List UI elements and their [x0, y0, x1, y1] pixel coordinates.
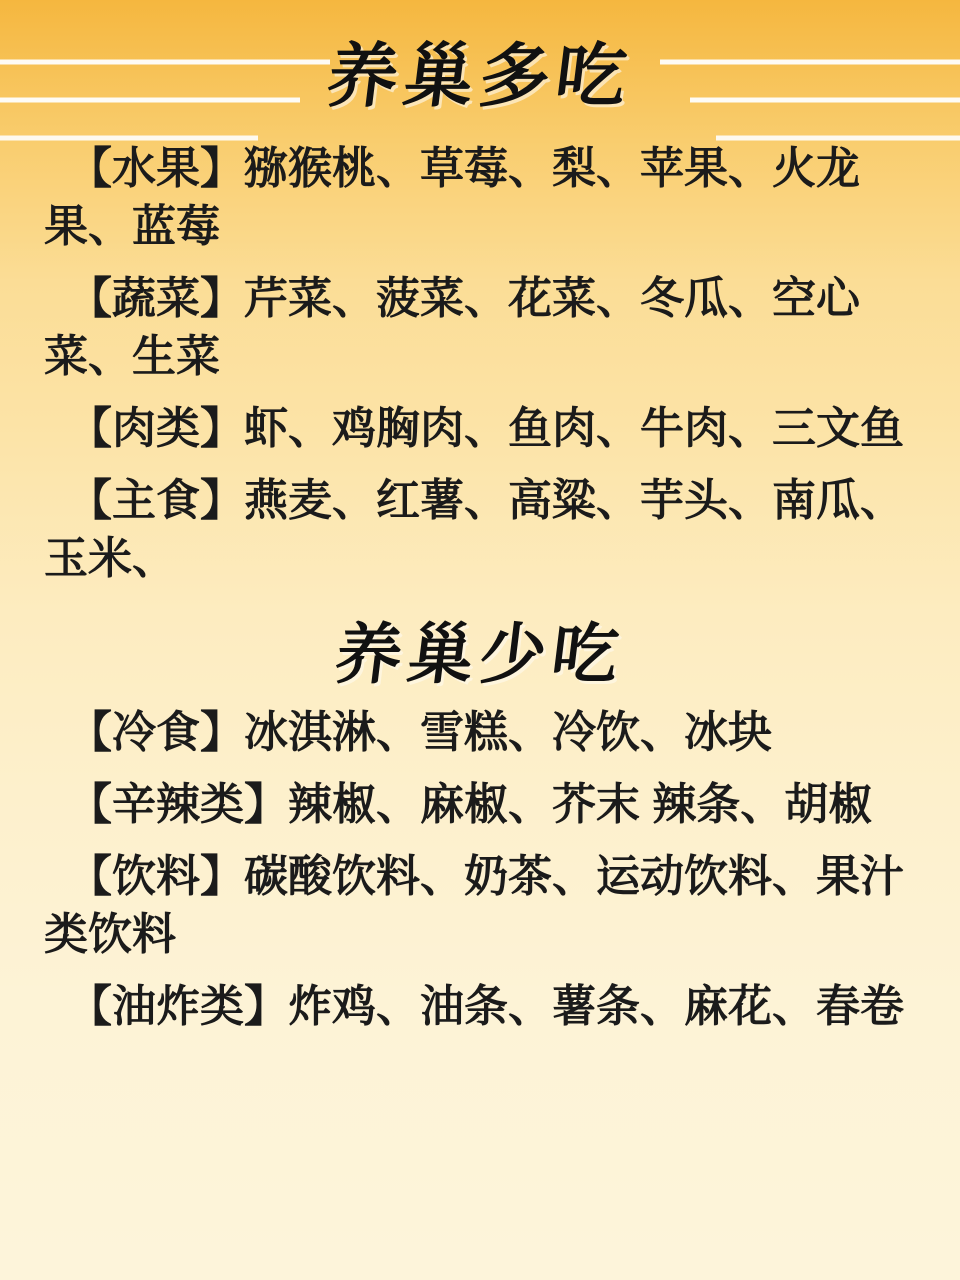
- section-2-list: [0, 704, 960, 1036]
- list-item: 【主食】燕麦、红薯、高粱、芋头、南瓜、玉米、: [44, 476, 904, 584]
- list-item: 【水果】猕猴桃、草莓、梨、苹果、火龙果、蓝莓: [44, 144, 860, 252]
- list-item: 【蔬菜】芹菜、菠菜、花菜、冬瓜、空心菜、生菜: [44, 274, 860, 382]
- section-2-title-block: [0, 615, 960, 694]
- section-1-list: [0, 140, 960, 589]
- list-item: 【肉类】虾、鸡胸肉、鱼肉、牛肉、三文鱼: [68, 404, 904, 454]
- section-1-title-block: [0, 0, 960, 118]
- section-title-2: 养巢少吃: [331, 615, 629, 693]
- page-title: 养巢多吃: [322, 35, 638, 117]
- list-item: 【油炸类】炸鸡、油条、薯条、麻花、春卷: [68, 982, 904, 1032]
- list-item: 【辛辣类】辣椒、麻椒、芥末 辣条、胡椒: [68, 779, 873, 829]
- list-item: 【冷食】冰淇淋、雪糕、冷饮、冰块: [68, 707, 772, 757]
- list-item: 【饮料】碳酸饮料、奶茶、运动饮料、果汁类饮料: [44, 851, 904, 959]
